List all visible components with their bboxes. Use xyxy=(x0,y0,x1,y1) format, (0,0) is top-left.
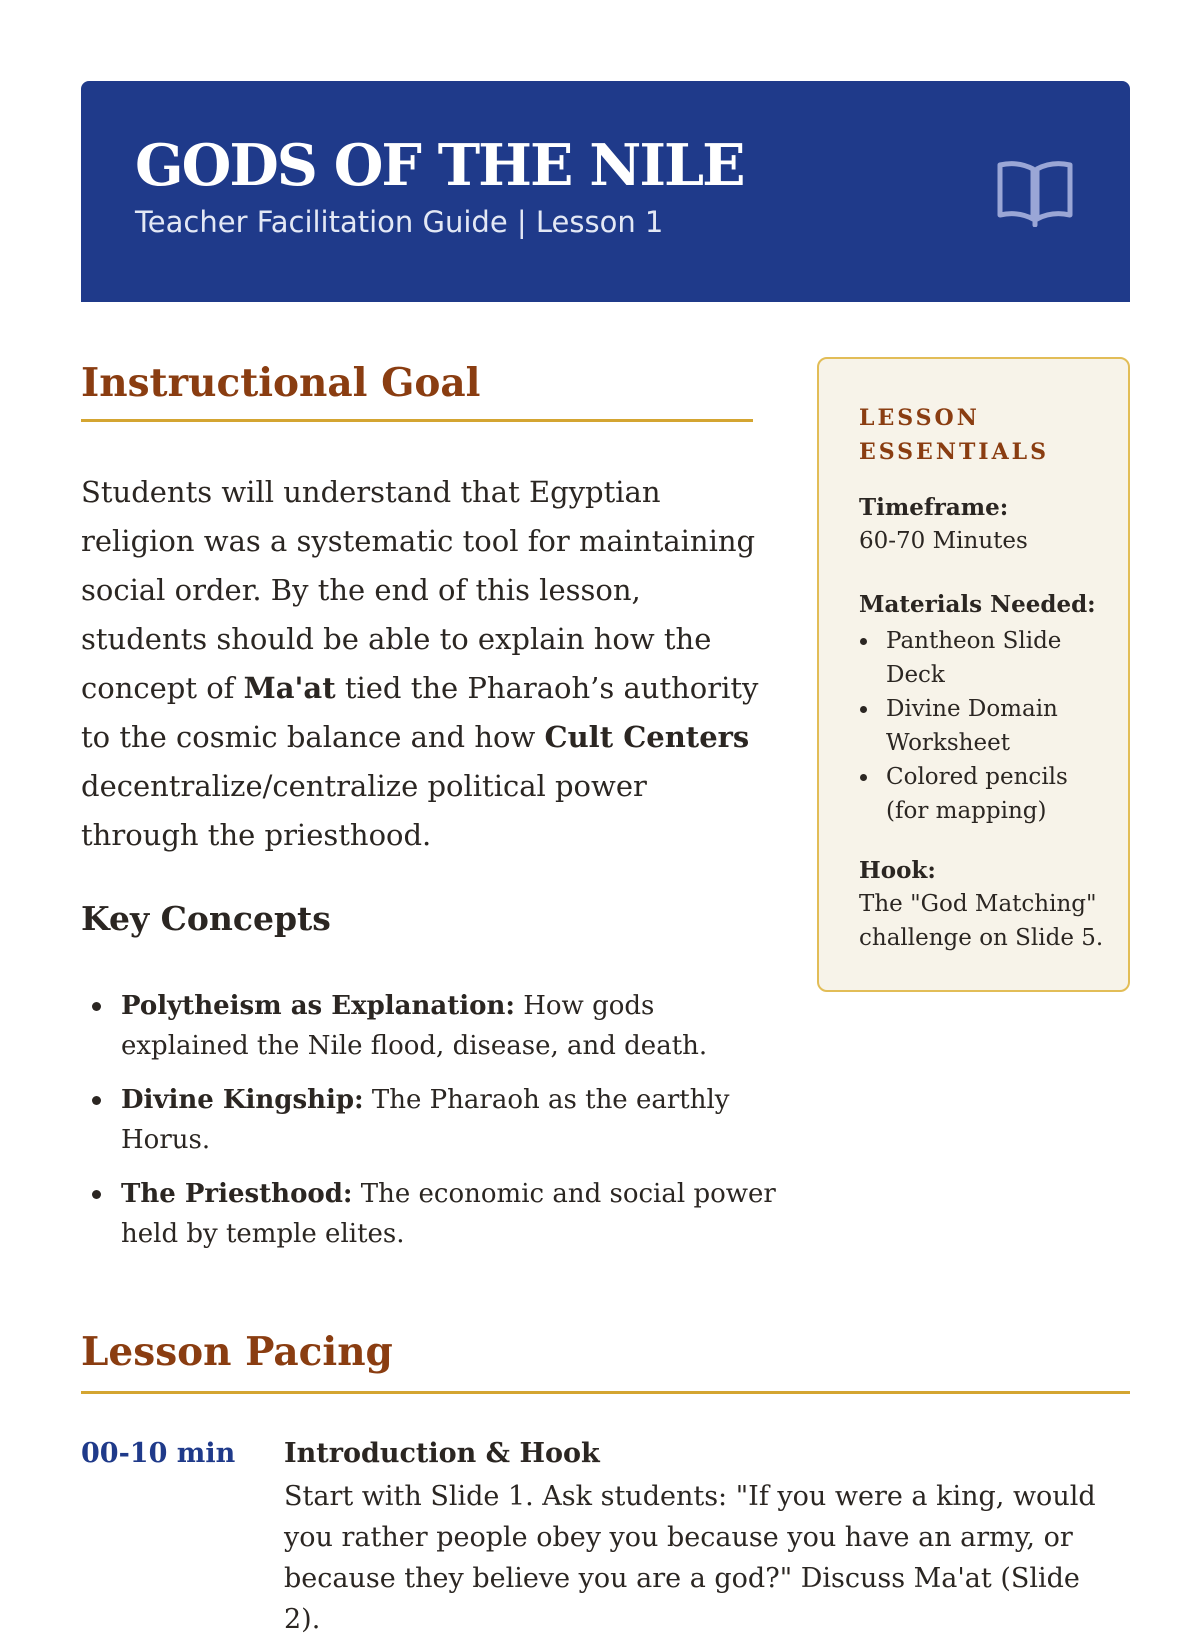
hook-label: Hook: xyxy=(859,857,936,884)
lesson-essentials-heading: LESSON ESSENTIALS xyxy=(859,405,1050,465)
pacing-time: 00-10 min xyxy=(81,1438,236,1469)
lesson-essentials-card xyxy=(817,357,1130,992)
key-concepts-list xyxy=(81,986,781,1268)
key-concepts-heading: Key Concepts xyxy=(81,899,331,938)
timeframe-value: 60-70 Minutes xyxy=(859,528,1028,554)
list-item: Divine Kingship: The Pharaoh as the earthly Horus. xyxy=(81,1080,781,1160)
header-banner xyxy=(81,81,1130,302)
pacing-activity-title: Introduction & Hook xyxy=(284,1438,600,1469)
term-cult-centers: Cult Centers xyxy=(544,720,750,754)
lesson-pacing-heading: Lesson Pacing xyxy=(81,1329,393,1375)
instructional-goal-text: Students will understand that Egyptian religion was a systematic tool for maintaining social order. By the end of this lesson, students should be able to explain how the concept of Ma'at tied the Pharaoh’s authority to the cosmic balance and how Cult Centers decentralize/centralize political power through the priesthood. xyxy=(81,475,759,852)
timeframe-label: Timeframe: xyxy=(859,494,1009,521)
document-title: GODS OF THE NILE xyxy=(135,132,744,199)
list-item: Pantheon Slide Deck xyxy=(859,624,1099,692)
goal-heading-rule xyxy=(81,419,753,422)
list-item: The Priesthood: The economic and social power held by temple elites. xyxy=(81,1174,781,1254)
book-open-icon xyxy=(996,157,1074,227)
list-item: Divine Domain Worksheet xyxy=(859,692,1099,760)
document-subtitle: Teacher Facilitation Guide | Lesson 1 xyxy=(135,205,664,239)
materials-list xyxy=(859,624,1099,828)
pacing-heading-rule xyxy=(81,1391,1130,1394)
hook-value: The "God Matching" challenge on Slide 5. xyxy=(859,891,1104,951)
materials-label: Materials Needed: xyxy=(859,591,1096,618)
list-item: Colored pencils (for mapping) xyxy=(859,760,1099,828)
instructional-goal-heading: Instructional Goal xyxy=(81,360,481,406)
list-item: Polytheism as Explanation: How gods explained the Nile flood, disease, and death. xyxy=(81,986,781,1066)
term-maat: Ma'at xyxy=(243,671,336,705)
pacing-activity-description: Start with Slide 1. Ask students: "If you were a king, would you rather people obey you because you have an army, or because they believe you are a god?" Discuss Ma'at (Slide 2). xyxy=(284,1481,1096,1635)
